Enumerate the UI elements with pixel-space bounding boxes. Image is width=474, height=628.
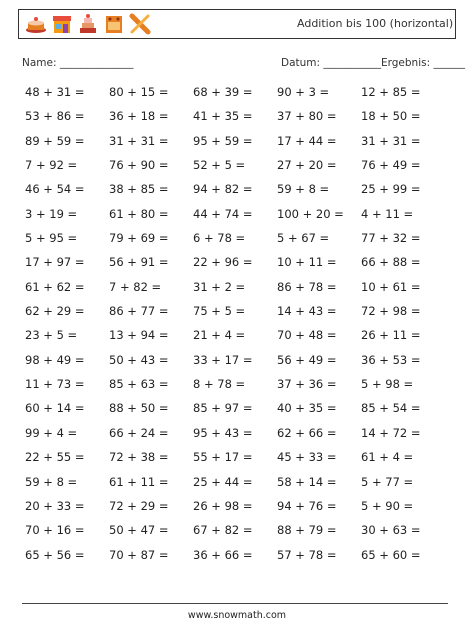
problem-item: 61 + 62 = xyxy=(25,279,85,294)
problem-item: 94 + 82 = xyxy=(193,182,253,197)
problem-item: 72 + 38 = xyxy=(109,450,169,465)
problem-item: 62 + 29 = xyxy=(25,304,85,319)
problem-item: 5 + 98 = xyxy=(361,377,414,392)
worksheet-header xyxy=(18,9,456,39)
problem-item: 72 + 98 = xyxy=(361,304,421,319)
problem-item: 65 + 56 = xyxy=(25,547,85,562)
problem-item: 25 + 44 = xyxy=(193,474,253,489)
problem-item: 76 + 49 = xyxy=(361,158,421,173)
problem-item: 67 + 82 = xyxy=(193,523,253,538)
problem-item: 65 + 60 = xyxy=(361,547,421,562)
problem-item: 36 + 53 = xyxy=(361,352,421,367)
problem-item: 17 + 44 = xyxy=(277,133,337,148)
problem-item: 86 + 77 = xyxy=(109,304,169,319)
problem-item: 53 + 86 = xyxy=(25,109,85,124)
result-field: Ergebnis: ______ xyxy=(381,57,465,69)
problem-item: 37 + 80 = xyxy=(277,109,337,124)
problem-item: 22 + 55 = xyxy=(25,450,85,465)
problem-item: 10 + 11 = xyxy=(277,255,337,270)
problem-item: 61 + 80 = xyxy=(109,206,169,221)
problem-item: 55 + 17 = xyxy=(193,450,253,465)
problem-item: 99 + 4 = xyxy=(25,425,78,440)
problem-item: 17 + 97 = xyxy=(25,255,85,270)
problem-item: 56 + 91 = xyxy=(109,255,169,270)
problem-row xyxy=(25,470,445,494)
problem-item: 11 + 73 = xyxy=(25,377,85,392)
problem-item: 7 + 82 = xyxy=(109,279,162,294)
problem-item: 46 + 54 = xyxy=(25,182,85,197)
problem-item: 31 + 31 = xyxy=(361,133,421,148)
rolling-pin-icon xyxy=(129,13,151,35)
worksheet-title: Addition bis 100 (horizontal) xyxy=(297,17,454,30)
layer-cake-icon xyxy=(77,13,99,35)
problem-row xyxy=(25,202,445,226)
problem-row xyxy=(25,348,445,372)
date-field: Datum: ___________ xyxy=(281,57,382,69)
problem-item: 95 + 59 = xyxy=(193,133,253,148)
problem-row xyxy=(25,494,445,518)
problem-item: 13 + 94 = xyxy=(109,328,169,343)
problem-item: 50 + 43 = xyxy=(109,352,169,367)
problem-item: 3 + 19 = xyxy=(25,206,78,221)
problem-item: 88 + 50 = xyxy=(109,401,169,416)
problem-item: 57 + 78 = xyxy=(277,547,337,562)
problem-item: 85 + 97 = xyxy=(193,401,253,416)
problem-item: 45 + 33 = xyxy=(277,450,337,465)
problem-item: 79 + 69 = xyxy=(109,231,169,246)
problem-item: 98 + 49 = xyxy=(25,352,85,367)
problem-item: 76 + 90 = xyxy=(109,158,169,173)
problem-row xyxy=(25,177,445,201)
problem-item: 70 + 16 = xyxy=(25,523,85,538)
problem-item: 37 + 36 = xyxy=(277,377,337,392)
problem-item: 66 + 24 = xyxy=(109,425,169,440)
problem-item: 36 + 66 = xyxy=(193,547,253,562)
problem-item: 36 + 18 = xyxy=(109,109,169,124)
problem-item: 7 + 92 = xyxy=(25,158,78,173)
problem-row xyxy=(25,396,445,420)
problem-item: 85 + 63 = xyxy=(109,377,169,392)
problem-row xyxy=(25,518,445,542)
problem-row xyxy=(25,129,445,153)
header-icons xyxy=(25,13,151,35)
problem-item: 5 + 90 = xyxy=(361,498,414,513)
problem-item: 44 + 74 = xyxy=(193,206,253,221)
problem-item: 66 + 88 = xyxy=(361,255,421,270)
problem-item: 50 + 47 = xyxy=(109,523,169,538)
problem-item: 5 + 67 = xyxy=(277,231,330,246)
problem-item: 22 + 96 = xyxy=(193,255,253,270)
problem-item: 12 + 85 = xyxy=(361,85,421,99)
problem-item: 59 + 8 = xyxy=(277,182,330,197)
problem-row xyxy=(25,275,445,299)
problem-item: 48 + 31 = xyxy=(25,85,85,99)
problem-item: 62 + 66 = xyxy=(277,425,337,440)
shop-icon xyxy=(51,13,73,35)
problem-item: 61 + 11 = xyxy=(109,474,169,489)
problem-item: 88 + 79 = xyxy=(277,523,337,538)
problem-item: 90 + 3 = xyxy=(277,85,330,99)
problem-item: 5 + 77 = xyxy=(361,474,414,489)
problem-row xyxy=(25,299,445,323)
problem-item: 20 + 33 = xyxy=(25,498,85,513)
problem-item: 38 + 85 = xyxy=(109,182,169,197)
problem-row xyxy=(25,153,445,177)
problem-item: 27 + 20 = xyxy=(277,158,337,173)
problem-row xyxy=(25,421,445,445)
problem-item: 60 + 14 = xyxy=(25,401,85,416)
problem-item: 56 + 49 = xyxy=(277,352,337,367)
problem-item: 52 + 5 = xyxy=(193,158,246,173)
footer-url: www.snowmath.com xyxy=(187,610,287,621)
problem-item: 31 + 31 = xyxy=(109,133,169,148)
problem-item: 14 + 43 = xyxy=(277,304,337,319)
problem-item: 77 + 32 = xyxy=(361,231,421,246)
problem-row xyxy=(25,543,445,567)
problem-item: 21 + 4 = xyxy=(193,328,246,343)
problem-item: 59 + 8 = xyxy=(25,474,78,489)
problem-row xyxy=(25,445,445,469)
stove-icon xyxy=(103,13,125,35)
problem-item: 41 + 35 = xyxy=(193,109,253,124)
problem-item: 68 + 39 = xyxy=(193,85,253,99)
problem-item: 58 + 14 = xyxy=(277,474,337,489)
problem-row xyxy=(25,226,445,250)
problem-item: 86 + 78 = xyxy=(277,279,337,294)
name-field: Name: ______________ xyxy=(22,57,134,69)
problem-item: 70 + 48 = xyxy=(277,328,337,343)
problem-item: 14 + 72 = xyxy=(361,425,421,440)
problem-item: 100 + 20 = xyxy=(277,206,344,221)
problem-item: 72 + 29 = xyxy=(109,498,169,513)
problem-item: 4 + 11 = xyxy=(361,206,414,221)
problem-item: 25 + 99 = xyxy=(361,182,421,197)
problem-item: 26 + 98 = xyxy=(193,498,253,513)
problem-item: 70 + 87 = xyxy=(109,547,169,562)
problem-item: 30 + 63 = xyxy=(361,523,421,538)
problem-item: 85 + 54 = xyxy=(361,401,421,416)
problem-item: 40 + 35 = xyxy=(277,401,337,416)
problem-item: 95 + 43 = xyxy=(193,425,253,440)
problem-item: 8 + 78 = xyxy=(193,377,246,392)
footer-divider xyxy=(22,603,448,604)
problem-item: 23 + 5 = xyxy=(25,328,78,343)
problem-row xyxy=(25,250,445,274)
problem-item: 80 + 15 = xyxy=(109,85,169,99)
problem-row xyxy=(25,323,445,347)
problem-grid xyxy=(25,80,445,567)
problem-row xyxy=(25,80,445,104)
problem-row xyxy=(25,104,445,128)
problem-item: 89 + 59 = xyxy=(25,133,85,148)
problem-item: 18 + 50 = xyxy=(361,109,421,124)
cake-icon xyxy=(25,13,47,35)
problem-item: 10 + 61 = xyxy=(361,279,421,294)
problem-item: 61 + 4 = xyxy=(361,450,414,465)
problem-item: 5 + 95 = xyxy=(25,231,78,246)
problem-item: 94 + 76 = xyxy=(277,498,337,513)
problem-item: 33 + 17 = xyxy=(193,352,253,367)
problem-item: 6 + 78 = xyxy=(193,231,246,246)
problem-row xyxy=(25,372,445,396)
problem-item: 31 + 2 = xyxy=(193,279,246,294)
problem-item: 75 + 5 = xyxy=(193,304,246,319)
problem-item: 26 + 11 = xyxy=(361,328,421,343)
